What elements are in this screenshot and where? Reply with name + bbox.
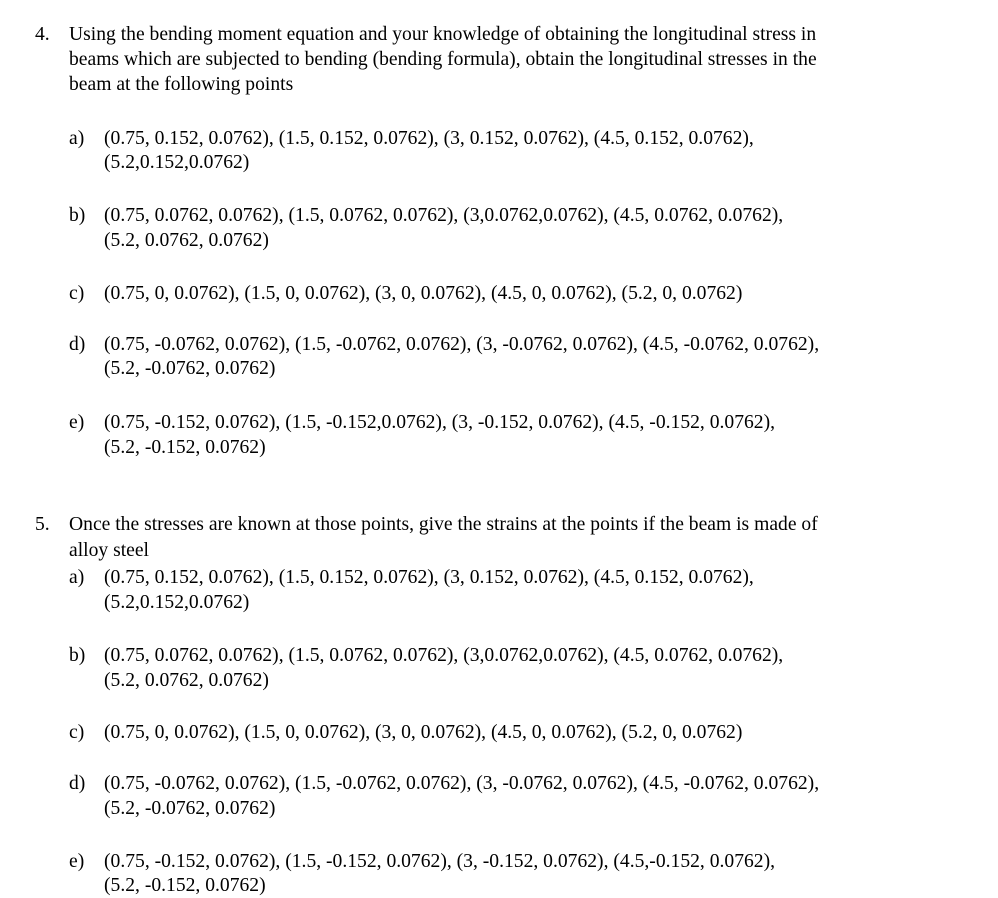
item-label: e) xyxy=(69,412,85,433)
question-text-line: beam at the following points xyxy=(69,74,294,95)
item-label: b) xyxy=(69,205,86,226)
item-label: e) xyxy=(69,851,85,872)
item-line: (0.75, -0.0762, 0.0762), (1.5, -0.0762, 0.0762), (3, -0.0762, 0.0762), (4.5, -0.0762, 0.0762), xyxy=(104,334,820,355)
item-line: (0.75, 0.0762, 0.0762), (1.5, 0.0762, 0.0762), (3,0.0762,0.0762), (4.5, 0.0762, 0.0762), xyxy=(104,645,784,666)
item-label: a) xyxy=(69,567,85,588)
item-line: (0.75, 0.152, 0.0762), (1.5, 0.152, 0.0762), (3, 0.152, 0.0762), (4.5, 0.152, 0.0762), xyxy=(104,128,754,149)
item-label: c) xyxy=(69,722,85,743)
question-number: 4. xyxy=(35,24,50,45)
item-line: (0.75, 0, 0.0762), (1.5, 0, 0.0762), (3, 0, 0.0762), (4.5, 0, 0.0762), (5.2, 0, 0.0762) xyxy=(104,283,743,304)
item-line: (5.2,0.152,0.0762) xyxy=(104,152,250,173)
item-line: (0.75, 0.0762, 0.0762), (1.5, 0.0762, 0.0762), (3,0.0762,0.0762), (4.5, 0.0762, 0.0762), xyxy=(104,205,784,226)
item-line: (0.75, -0.152, 0.0762), (1.5, -0.152,0.0762), (3, -0.152, 0.0762), (4.5, -0.152, 0.0762), xyxy=(104,412,776,433)
item-label: a) xyxy=(69,128,85,149)
question-text-line: beams which are subjected to bending (bending formula), obtain the longitudinal stresses in the xyxy=(69,49,817,70)
question-text-line: Using the bending moment equation and your knowledge of obtaining the longitudinal stress in xyxy=(69,24,817,45)
item-line: (5.2, -0.152, 0.0762) xyxy=(104,875,266,896)
item-label: b) xyxy=(69,645,86,666)
item-label: d) xyxy=(69,773,86,794)
item-line: (0.75, -0.152, 0.0762), (1.5, -0.152, 0.0762), (3, -0.152, 0.0762), (4.5,-0.152, 0.0762), xyxy=(104,851,776,872)
item-line: (5.2, -0.152, 0.0762) xyxy=(104,437,266,458)
item-line: (5.2, -0.0762, 0.0762) xyxy=(104,798,276,819)
item-line: (5.2, 0.0762, 0.0762) xyxy=(104,230,269,251)
item-line: (5.2,0.152,0.0762) xyxy=(104,592,250,613)
item-label: d) xyxy=(69,334,86,355)
item-line: (5.2, -0.0762, 0.0762) xyxy=(104,358,276,379)
question-text-line: Once the stresses are known at those points, give the strains at the points if the beam is made of xyxy=(69,514,818,535)
item-line: (5.2, 0.0762, 0.0762) xyxy=(104,670,269,691)
item-label: c) xyxy=(69,283,85,304)
question-text-line: alloy steel xyxy=(69,540,149,561)
item-line: (0.75, 0, 0.0762), (1.5, 0, 0.0762), (3, 0, 0.0762), (4.5, 0, 0.0762), (5.2, 0, 0.0762) xyxy=(104,722,743,743)
question-number: 5. xyxy=(35,514,50,535)
item-line: (0.75, 0.152, 0.0762), (1.5, 0.152, 0.0762), (3, 0.152, 0.0762), (4.5, 0.152, 0.0762), xyxy=(104,567,754,588)
item-line: (0.75, -0.0762, 0.0762), (1.5, -0.0762, 0.0762), (3, -0.0762, 0.0762), (4.5, -0.0762, 0.0762), xyxy=(104,773,820,794)
